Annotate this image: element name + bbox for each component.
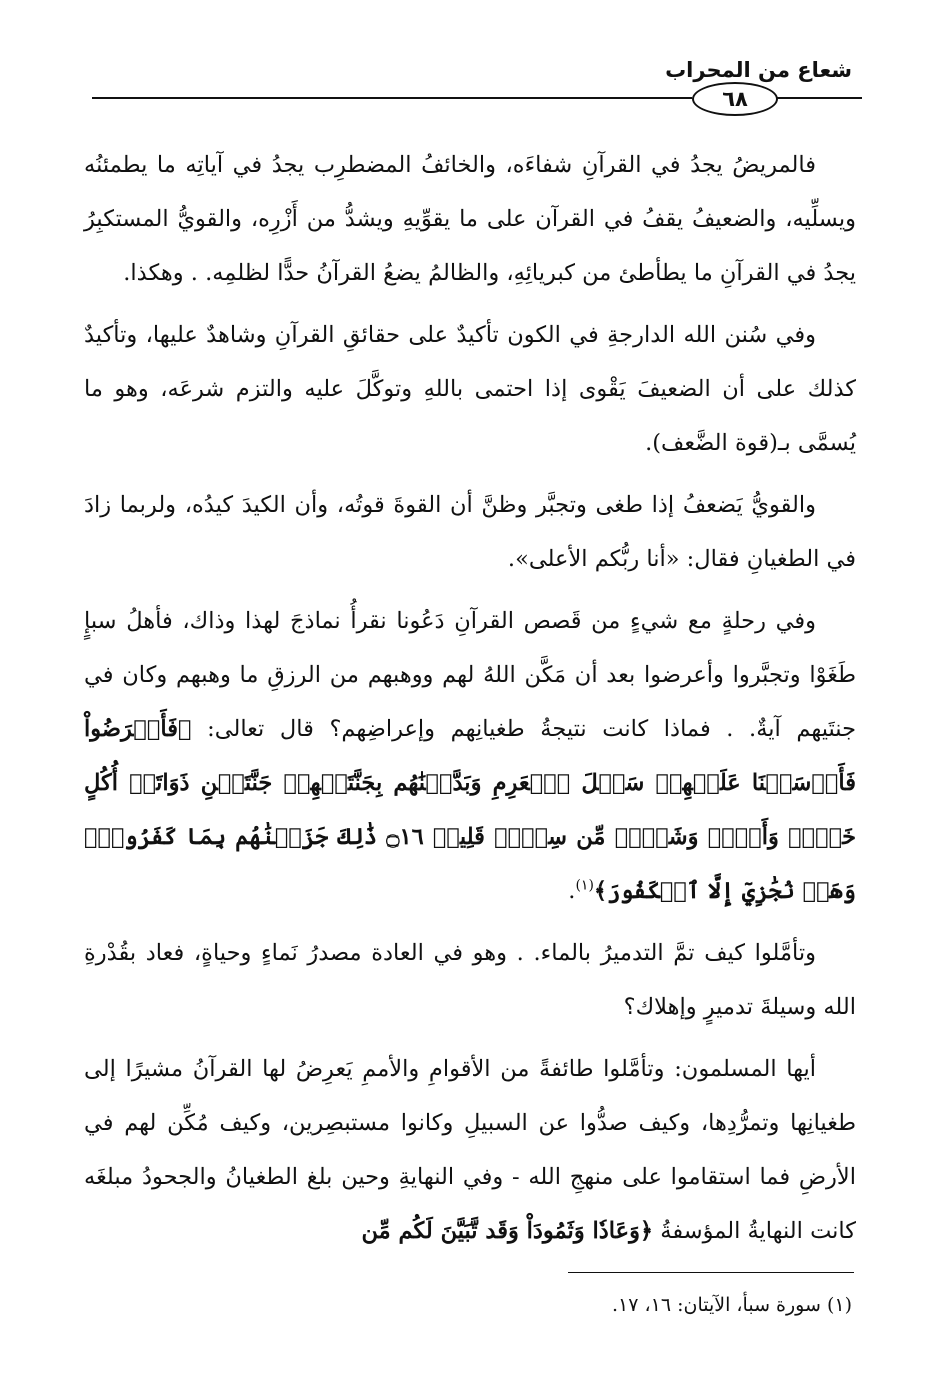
paragraph-text: فالمريضُ يجدُ في القرآنِ شفاءَه، والخائفُ المضطرِب يجدُ في آياتِه ما يطمئنُه ويسلِّيه، والضعيفُ يقفُ في القرآن على ما يقوِّيهِ ويشدُّ من أَزْرِه، والقويُّ المستكبِرُ يجدُ في القرآنِ ما يطأطئ من كبريائِهِ، والظالمُ يضعُ القرآنُ حدًّا لظلمِه. . وهكذا. bbox=[84, 152, 856, 286]
footnote-separator bbox=[568, 1272, 854, 1273]
paragraph-text: والقويُّ يَضعفُ إذا طغى وتجبَّر وظنَّ أن القوةَ قوتُه، وأن الكيدَ كيدُه، ولربما زادَ في الطغيانِ فقال: «أنا ربُّكم الأعلى». bbox=[84, 492, 856, 572]
body-text bbox=[84, 138, 856, 1266]
quran-verse: ﴿وَعَادٗا وَثَمُودَاْ وَقَد تَّبَيَّنَ لَكُم مِّن bbox=[361, 1218, 654, 1244]
paragraph bbox=[84, 138, 856, 300]
paragraph bbox=[84, 594, 856, 918]
page-number: ٦٨ bbox=[692, 82, 778, 116]
quran-verse: ﴿فَأَعۡرَضُواْ فَأَرۡسَلۡنَا عَلَيۡهِمۡ سَيۡلَ ٱلۡعَرِمِ وَبَدَّلۡنَٰهُم بِجَنَّتَيۡهِمۡ جَنَّتَيۡنِ ذَوَاتَيۡ أُكُلٍ خَمۡطٖ وَأَثۡلٖ وَشَيۡءٖ مِّن سِدۡرٖ قَلِيلٖ ۝١٦ ذَٰلِكَ جَزَيۡنَٰهُم بِمَا كَفَرُواْۖ وَهَلۡ نُجَٰزِيٓ إِلَّا ٱلۡكَفُورَ﴾ bbox=[84, 716, 856, 904]
paragraph-text: وتأمَّلوا كيف تمَّ التدميرُ بالماء. . وهو في العادة مصدرُ نَماءٍ وحياةٍ، فعاد بقُدْرةِ الله وسيلةَ تدميرٍ وإهلاك؟ bbox=[84, 940, 856, 1020]
header-rule-right bbox=[774, 97, 862, 99]
paragraph bbox=[84, 1042, 856, 1258]
footnote: (١) سورة سبأ، الآيتان: ١٦، ١٧. bbox=[612, 1294, 852, 1316]
paragraph-text: وفي رحلةٍ مع شيءٍ من قَصص القرآنِ دَعُونا نقرأُ نماذجَ لهذا وذاك، فأهلُ سبإٍ طَغَوْا وتجبَّروا وأعرضوا بعد أن مَكَّن اللهُ لهم ووهبهم من الرزقِ ما وهبهم وكان في جنتَيهم آيةٌ. . فماذا كانت نتيجةُ طغيانِهم وإعراضِهم؟ قال تعالى: bbox=[84, 608, 856, 742]
paragraph-end: . bbox=[568, 878, 576, 904]
footnote-reference: (١) bbox=[575, 877, 594, 894]
header-rule bbox=[92, 97, 692, 99]
paragraph bbox=[84, 926, 856, 1034]
paragraph-text: وفي سُنن الله الدارجةِ في الكون تأكيدٌ على حقائقِ القرآنِ وشاهدٌ عليها، وتأكيدٌ كذلك على أن الضعيفَ يَقْوى إذا احتمى باللهِ وتوكَّلَ عليه والتزم شرعَه، وهو ما يُسمَّى بـ(قوة الضَّعف). bbox=[84, 322, 856, 456]
paragraph bbox=[84, 478, 856, 586]
running-title: شعاع من المحراب bbox=[665, 58, 852, 82]
paragraph-text: أيها المسلمون: وتأمَّلوا طائفةً من الأقوامِ والأممِ يَعرِضُ لها القرآنُ مشيرًا إلى طغيانِها وتمرُّدِها، وكيف صدُّوا عن السبيلِ وكانوا مستبصِرين، وكيف مُكِّن لهم في الأرضِ فما استقاموا على منهجِ الله - وفي النهايةِ وحين بلغ الطغيانُ والجحودُ مبلغَه كانت النهايةُ المؤسفةُ bbox=[84, 1056, 856, 1244]
paragraph bbox=[84, 308, 856, 470]
